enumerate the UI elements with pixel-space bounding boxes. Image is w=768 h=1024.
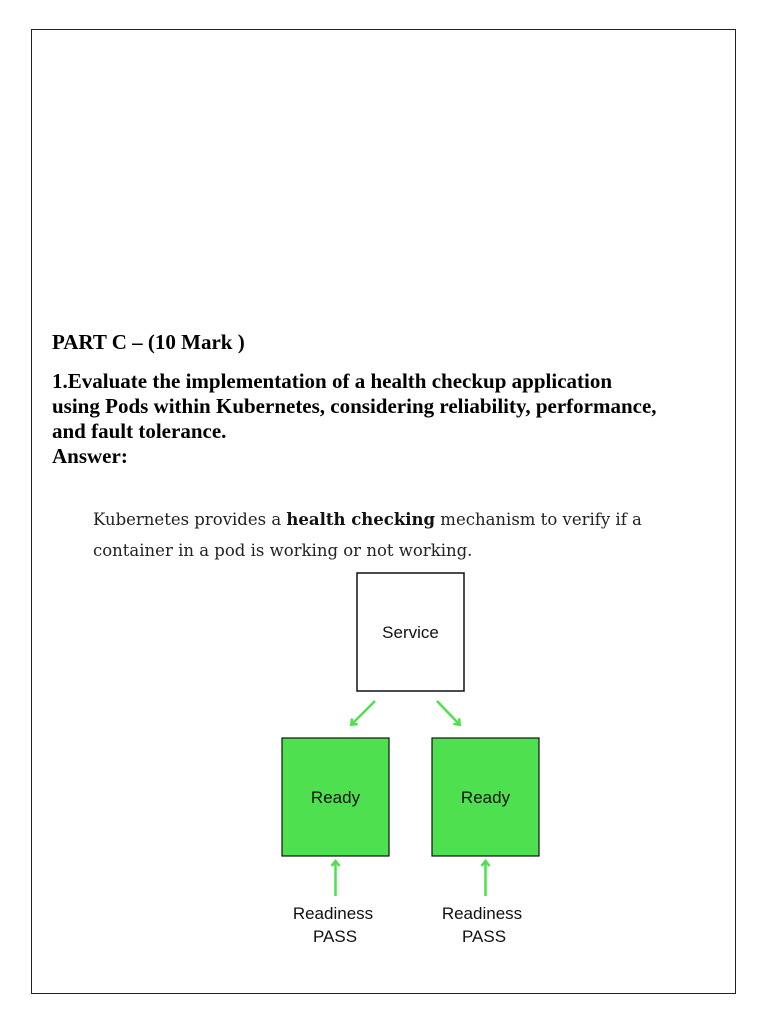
question-line: and fault tolerance.: [52, 419, 227, 443]
question-line: 1.Evaluate the implementation of a health checkup application: [52, 369, 613, 393]
paragraph-text: Kubernetes provides a: [93, 510, 287, 529]
service-label: Service: [382, 623, 439, 642]
route-arrow-left: [352, 701, 375, 724]
probe-label-line2: PASS: [461, 927, 507, 946]
probe-label-line1: Readiness: [441, 904, 523, 923]
paragraph-line: container in a pod is working or not working.: [93, 541, 473, 560]
paragraph-bold-term: health checking: [286, 510, 436, 529]
probe-label-line2: PASS: [312, 927, 358, 946]
pod-status-label: Ready: [460, 788, 511, 807]
probe-label-line1: Readiness: [292, 904, 374, 923]
part-heading: PART C – (10 Mark ): [52, 330, 245, 354]
question-line: using Pods within Kubernetes, considering reliability, performance,: [52, 394, 657, 418]
paragraph-text: mechanism to verify if a: [435, 510, 642, 529]
answer-label: Answer:: [52, 444, 128, 468]
pod-status-label: Ready: [310, 788, 361, 807]
route-arrow-right: [437, 701, 459, 724]
